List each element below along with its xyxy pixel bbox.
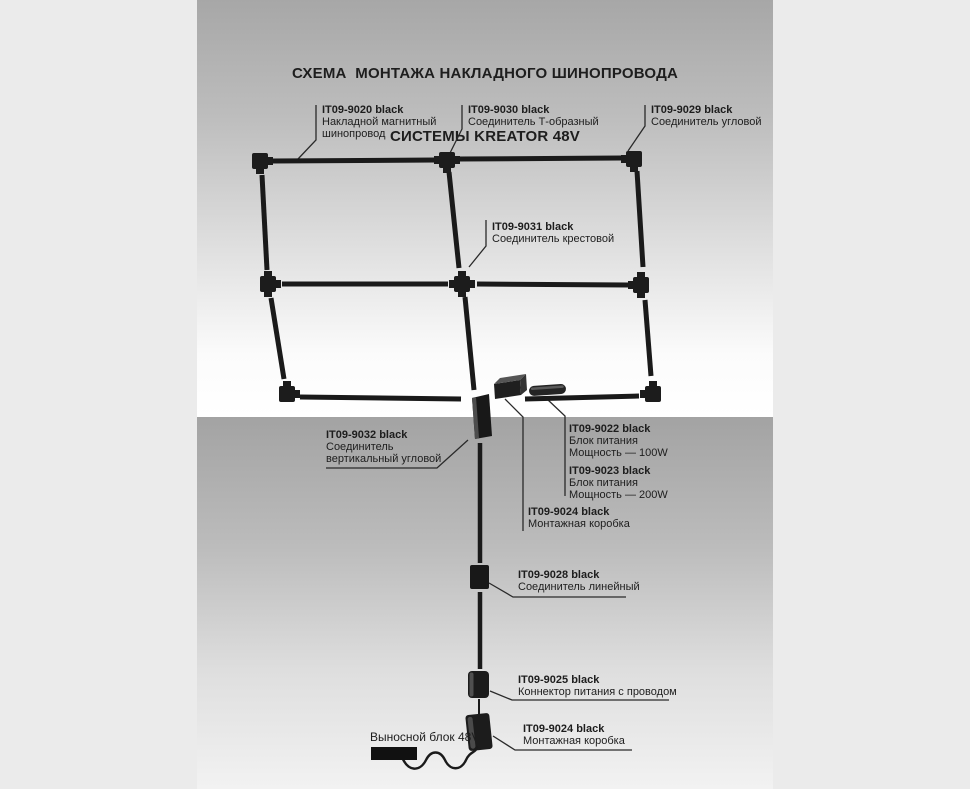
track-segment <box>300 397 461 399</box>
leader-line <box>628 105 645 151</box>
track-segment <box>477 284 628 285</box>
track-segment <box>645 300 651 376</box>
part-code: IT09-9024 black <box>523 723 605 735</box>
mounting-box-component <box>494 374 527 399</box>
part-desc: Блок питания <box>569 435 638 447</box>
callout-it09-9020 <box>322 104 436 140</box>
part-code: IT09-9032 black <box>326 429 408 441</box>
callout-it09-9022 <box>569 423 668 459</box>
title-line-2: СИСТЕМЫ KREATOR 48V <box>389 128 581 145</box>
part-code: IT09-9028 black <box>518 569 600 581</box>
callout-it09-9024-top <box>528 506 630 530</box>
part-code: IT09-9023 black <box>569 465 651 477</box>
part-desc: Мощность — 200W <box>569 489 668 501</box>
part-desc: Коннектор питания с проводом <box>518 686 677 698</box>
part-code: IT09-9024 black <box>528 506 610 518</box>
t-connector <box>628 272 649 298</box>
vertical-corner-connector <box>472 394 492 439</box>
t-connector <box>260 271 281 297</box>
corner-connector <box>252 153 273 174</box>
power-supply-unit <box>529 384 567 397</box>
track-segment <box>449 172 459 268</box>
part-desc: Монтажная коробка <box>528 518 630 530</box>
part-desc: Соединитель линейный <box>518 581 640 593</box>
part-code: IT09-9030 black <box>468 104 550 116</box>
corner-connector <box>279 381 300 402</box>
title-line-1: СХЕМА МОНТАЖА НАКЛАДНОГО ШИНОПРОВОДА <box>291 65 679 82</box>
callout-it09-9031 <box>492 221 614 245</box>
part-desc: Накладной магнитный <box>322 116 437 128</box>
part-desc: шинопровод <box>322 128 386 140</box>
track-segment <box>459 158 621 159</box>
track-segment <box>465 297 474 390</box>
callout-it09-9023 <box>569 465 668 501</box>
part-code: IT09-9029 black <box>651 104 733 116</box>
part-code: IT09-9031 black <box>492 221 574 233</box>
callout-it09-9024-bottom <box>523 723 625 747</box>
part-desc: Монтажная коробка <box>523 735 625 747</box>
power-feed-connector <box>468 671 489 698</box>
t-connector <box>434 152 460 173</box>
part-desc: Соединитель угловой <box>651 116 762 128</box>
track-segment <box>273 160 436 161</box>
leader-line <box>505 399 523 531</box>
track-segment <box>271 298 284 379</box>
part-desc: Соединитель <box>326 441 394 453</box>
callout-it09-9025 <box>518 674 677 698</box>
corner-connector <box>640 381 661 402</box>
remote-block-label: Выносной блок 48V <box>370 730 480 744</box>
part-desc: вертикальный угловой <box>326 453 442 465</box>
corner-connector <box>621 151 642 172</box>
leader-line <box>547 399 565 496</box>
leader-line <box>298 105 316 159</box>
callout-it09-9029 <box>651 104 762 128</box>
part-desc: Мощность — 100W <box>569 447 668 459</box>
linear-connector <box>470 565 489 589</box>
part-desc: Блок питания <box>569 477 638 489</box>
callout-it09-9030 <box>468 104 599 128</box>
leader-line <box>450 105 462 153</box>
part-desc: Соединитель крестовой <box>492 233 615 245</box>
track-segment <box>637 171 643 267</box>
part-code: IT09-9022 black <box>569 423 651 435</box>
part-code: IT09-9025 black <box>518 674 600 686</box>
callout-it09-9028 <box>518 569 640 593</box>
leader-line <box>469 220 486 267</box>
cross-connector <box>449 271 475 297</box>
callout-it09-9032 <box>326 429 441 465</box>
remote-power-block <box>371 747 417 760</box>
part-desc: Соединитель Т-образный <box>468 116 599 128</box>
part-code: IT09-9020 black <box>322 104 404 116</box>
track-segment <box>262 175 267 270</box>
track-segment <box>525 396 639 399</box>
connectors <box>252 151 661 402</box>
